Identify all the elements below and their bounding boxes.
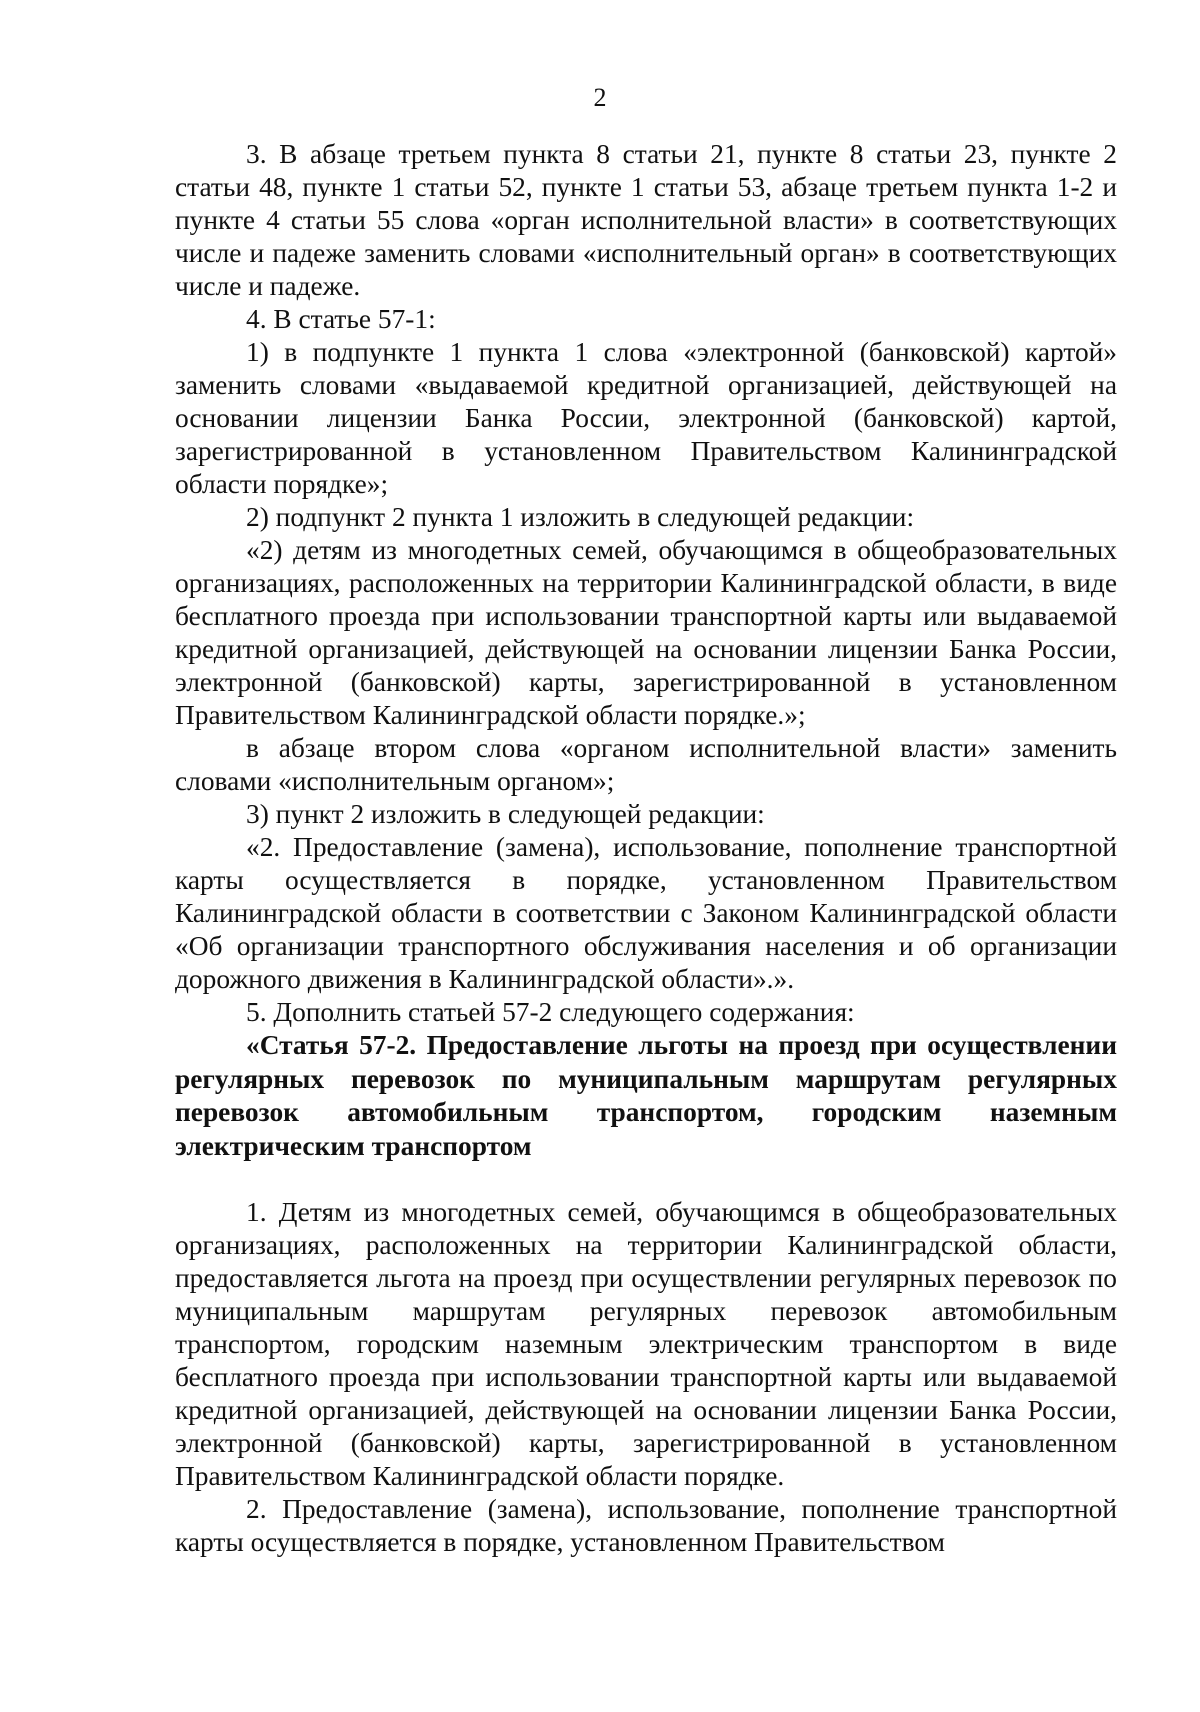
article-heading: «Статья 57-2. Предоставление льготы на проезд при осуществлении регулярных перевозок по муниципальным маршрутам регулярных перевозок автомобильным транспортом, городским наземным электрическим транспортом	[175, 1030, 1117, 1161]
page-number: 2	[593, 83, 607, 112]
subparagraph-2: 2) подпункт 2 пункта 1 изложить в следующей редакции:	[246, 502, 915, 532]
article-point-1: 1. Детям из многодетных семей, обучающимся в общеобразовательных организациях, расположенных на территории Калининградской области, предоставляется льгота на проезд при осуществлении регулярных перевозок по муниципальным маршрутам регулярных перевозок автомобильным транспортом, городским наземным электрическим транспортом в виде бесплатного проезда при использовании транспортной карты или выдаваемой кредитной организацией, действующей на основании лицензии Банка России, электронной (банковской) карты, зарегистрированной в установленном Правительством Калининградской области порядке.	[175, 1197, 1117, 1491]
paragraph-item-4: 4. В статье 57-1:	[246, 304, 436, 334]
quoted-subparagraph-2: «2) детям из многодетных семей, обучающимся в общеобразовательных организациях, расположенных на территории Калининградской области, в виде бесплатного проезда при использовании транспортной карты или выдаваемой кредитной организацией, действующей на основании лицензии Банка России, электронной (банковской) карты, зарегистрированной в установленном Правительством Калининградской области порядке.»;	[175, 535, 1117, 730]
second-paragraph-amendment: в абзаце втором слова «органом исполнительной власти» заменить словами «исполнительным органом»;	[175, 733, 1117, 796]
article-point-2: 2. Предоставление (замена), использование, пополнение транспортной карты осуществляется в порядке, установленном Правительством	[175, 1494, 1117, 1557]
subparagraph-1: 1) в подпункте 1 пункта 1 слова «электронной (банковской) картой» заменить словами «выдаваемой кредитной организацией, действующей на основании лицензии Банка России, электронной (банковской) картой, зарегистрированной в установленном Правительством Калининградской области порядке»;	[175, 337, 1117, 499]
subparagraph-3: 3) пункт 2 изложить в следующей редакции:	[246, 799, 765, 829]
paragraph-item-5: 5. Дополнить статьей 57-2 следующего содержания:	[246, 997, 855, 1027]
heading-spacer	[175, 1163, 1117, 1196]
paragraph-item-3: 3. В абзаце третьем пункта 8 статьи 21, пункте 8 статьи 23, пункте 2 статьи 48, пункте 1 статьи 52, пункте 1 статьи 53, абзаце третьем пункта 1-2 и пункте 4 статьи 55 слова «орган исполнительной власти» в соответствующих числе и падеже заменить словами «исполнительный орган» в соответствующих числе и падеже.	[175, 139, 1117, 301]
quoted-point-2: «2. Предоставление (замена), использование, пополнение транспортной карты осуществляется в порядке, установленном Правительством Калининградской области в соответствии с Законом Калининградской области «Об организации транспортного обслуживания населения и об организации дорожного движения в Калининградской области».».	[175, 832, 1117, 994]
document-body	[175, 138, 1117, 1559]
